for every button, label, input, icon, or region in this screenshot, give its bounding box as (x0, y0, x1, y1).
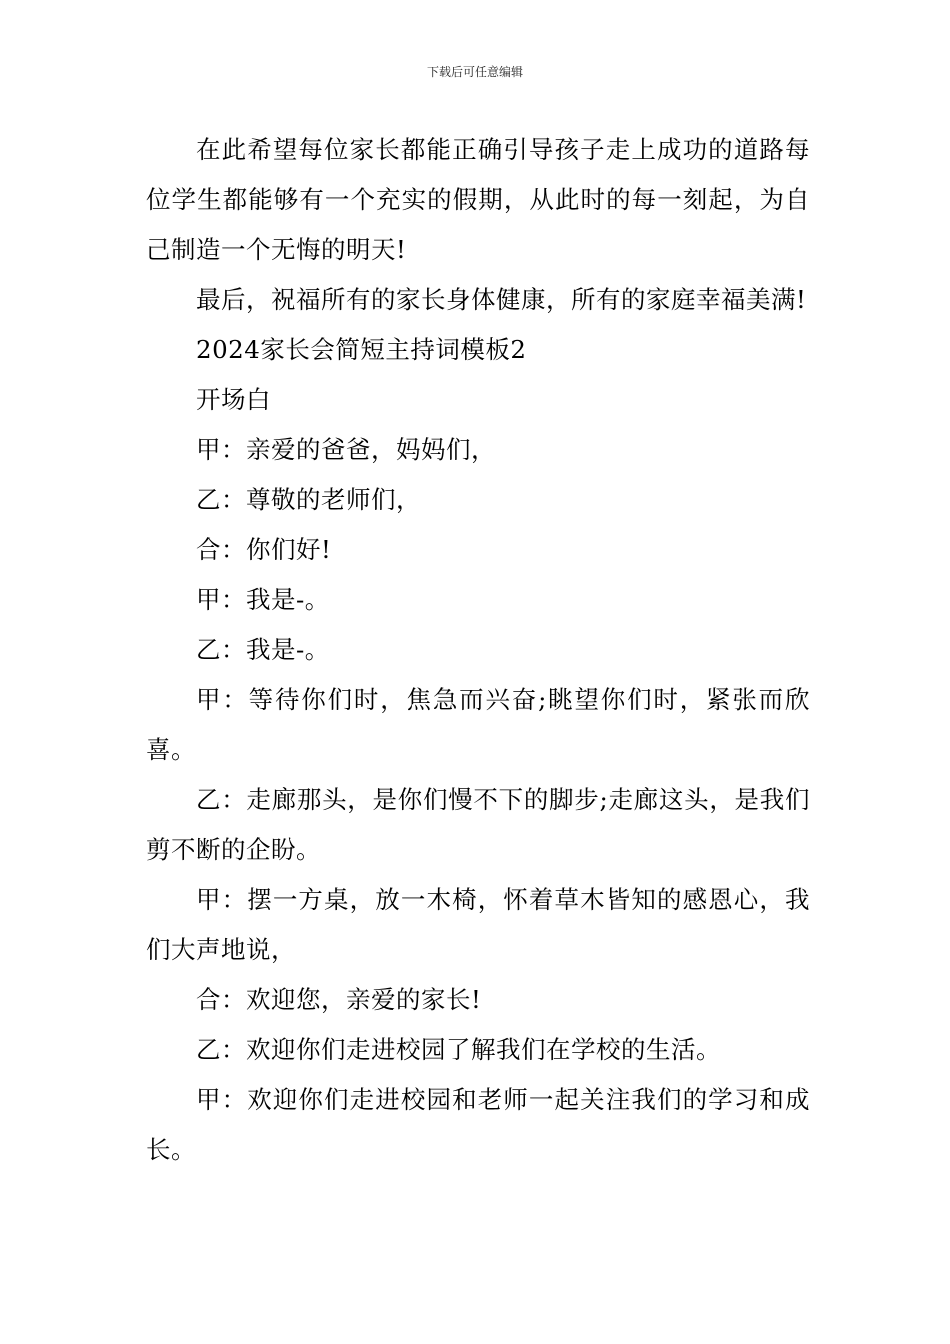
dialogue-line: 甲：我是-。 (196, 585, 330, 614)
dialogue-line: 甲：亲爱的爸爸，妈妈们， (196, 435, 496, 464)
page-header-note: 下载后可任意编辑 (426, 65, 523, 79)
section-subtitle-opening: 开场白 (196, 385, 271, 414)
document-body (146, 125, 810, 1175)
dialogue-line: 乙：我是-。 (196, 635, 330, 664)
dialogue-line: 合：你们好! (196, 535, 332, 564)
paragraph-closing-blessing: 最后，祝福所有的家长身体健康，所有的家庭幸福美满! (196, 285, 807, 314)
dialogue-line: 甲：摆一方桌，放一木椅，怀着草木皆知的感恩心，我们大声地说， (146, 885, 810, 964)
paragraph-closing-hope: 在此希望每位家长都能正确引导孩子走上成功的道路每位学生都能够有一个充实的假期，从此时的每一刻起，为自己制造一个无悔的明天! (146, 135, 810, 264)
dialogue-line: 乙：走廊那头，是你们慢不下的脚步;走廊这头，是我们剪不断的企盼。 (146, 785, 810, 864)
section-title: 2024家长会简短主持词模板2 (196, 335, 527, 364)
dialogue-line: 甲：等待你们时，焦急而兴奋;眺望你们时，紧张而欣喜。 (146, 685, 810, 764)
dialogue-line: 甲：欢迎你们走进校园和老师一起关注我们的学习和成长。 (146, 1085, 810, 1164)
dialogue-line: 乙：尊敬的老师们， (196, 485, 421, 514)
dialogue-line: 合：欢迎您，亲爱的家长! (196, 985, 482, 1014)
dialogue-line: 乙：欢迎你们走进校园了解我们在学校的生活。 (196, 1035, 721, 1064)
